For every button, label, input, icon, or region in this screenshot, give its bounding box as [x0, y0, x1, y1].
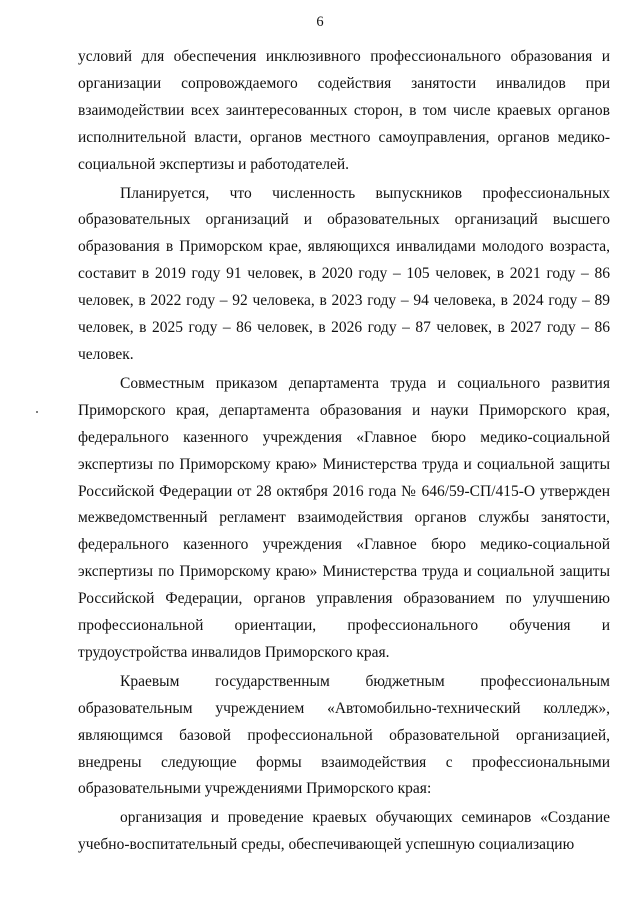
paragraph-college-interaction: Краевым государственным бюджетным профессиональным образовательным учреждением «Автомобильно-технический колледж», являющимся базовой профессиональной образовательной организацией, внедрены следующие формы взаимодействия с профессиональными образовательными учреждениями Приморского края:: [78, 672, 610, 798]
paragraph-graduates-forecast: Планируется, что численность выпускников профессиональных образовательных организаций и образовательных организаций высшего образования в Приморском крае, являющихся инвалидами молодого возраста, составит в 2019 году 91 человек, в 2020 году – 105 человек, в 2021 году – 86 человек, в 2022 году – 92 человека, в 2023 году – 94 человека, в 2024 году – 89 человек, в 2025 году – 86 человек, в 2026 году – 87 человек, в 2027 году – 86 человек.: [78, 184, 610, 363]
page-number: 6: [316, 14, 324, 30]
body-text: [78, 44, 610, 859]
paragraph-continuation: условий для обеспечения инклюзивного профессионального образования и организации сопровождаемого содействия занятости инвалидов при взаимодействии всех заинтересованных сторон, в том числе краевых органов исполнительной власти, органов местного самоуправления, органов медико-социальной экспертизы и работодателей.: [78, 48, 610, 173]
paragraph-joint-order: Совместным приказом департамента труда и социального развития Приморского края, департамента образования и науки Приморского края, федерального казенного учреждения «Главное бюро медико-социальной экспертизы по Приморскому краю» Министерства труда и социальной защиты Российской Федерации от 28 октября 2016 года № 646/59-СП/415-О утвержден межведомственный регламент взаимодействия органов службы занятости, федерального казенного учреждения «Главное бюро медико-социальной экспертизы по Приморскому краю» Министерства труда и социальной защиты Российской Федерации, органов управления образованием по улучшению профессиональной ориентации, профессионального обучения и трудоустройства инвалидов Приморского края.: [78, 374, 610, 661]
paragraph-seminars: организация и проведение краевых обучающих семинаров «Создание учебно-воспитательный среды, обеспечивающей успешную социализацию: [78, 809, 610, 854]
scan-speck: [36, 411, 38, 413]
